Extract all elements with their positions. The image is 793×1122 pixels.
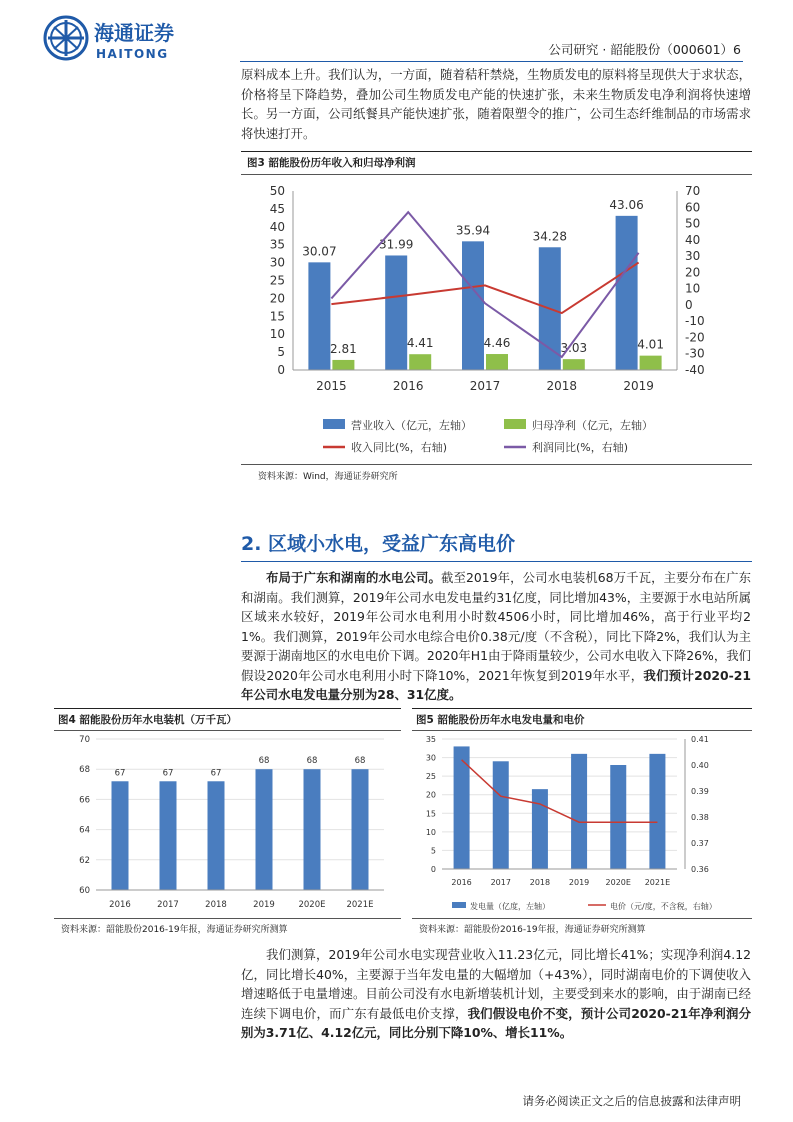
fig5-top-border (412, 708, 752, 709)
logo-cn: 海通证券 (94, 21, 174, 45)
fig4-bar (256, 769, 273, 890)
fig3-y-left-tick: 15 (269, 309, 285, 324)
fig3-label-revenue: 35.94 (455, 223, 491, 238)
fig3-y-right-tick: 70 (685, 184, 701, 198)
fig5-bar-generation (649, 754, 665, 869)
fig5-x-tick: 2018 (529, 878, 551, 887)
logo-en: HAITONG (96, 47, 169, 61)
fig5-x-tick: 2020E (605, 878, 631, 887)
fig4-y-tick: 60 (79, 886, 90, 896)
fig4-x-tick: 2017 (157, 900, 179, 910)
legend-label-revenue: 营业收入（亿元，左轴） (351, 419, 472, 432)
fig3-label-profit: 2.81 (330, 341, 357, 356)
fig3-y-right-tick: -40 (685, 363, 705, 377)
fig3-source: 资料来源：Wind，海通证券研究所 (258, 472, 398, 482)
fig3-y-left-tick: 50 (269, 184, 285, 198)
fig3-y-right-tick: -30 (685, 346, 705, 361)
fig3-y-right-tick: 10 (685, 281, 701, 296)
legend-swatch-profit (504, 419, 526, 429)
fig3-y-left-tick: 20 (269, 291, 285, 306)
fig3-y-right-tick: -20 (685, 330, 705, 345)
closing-paragraph (241, 945, 751, 1043)
fig3-y-left-tick: 35 (269, 237, 285, 252)
fig4-top-border (54, 708, 401, 709)
fig4-x-tick: 2019 (253, 900, 275, 910)
fig3-bar-revenue (308, 262, 330, 370)
section-body: 截至2019年，公司水电装机68万千瓦，主要分布在广东和湖南。我们测算，2019年公司水电发电量约31亿度，同比增加43%，主要源于水电站所属区域来水较好，2019年公司水电利用小时数4506小时，同比增加46%，高于行业平均21%。我们测算，2019年公司水电综合电价0.38元/度（不含税），同比下降2%，我们认为主要源于湖南地区的水电电价下调。2020年H1由于降雨量较少，公司水电收入下降26%，我们假设2020年公司水电利用小时下降10%，2021年恢复到2019年水平， (241, 570, 751, 683)
fig3-bar-profit (332, 360, 354, 370)
fig4-chart (54, 731, 401, 917)
fig3-y-left-tick: 25 (269, 273, 285, 288)
legend-swatch-revenue (323, 419, 345, 429)
fig3-y-left-tick: 40 (269, 219, 285, 234)
fig3-y-right-tick: 0 (685, 297, 693, 312)
fig5-y-left-tick: 15 (425, 809, 436, 819)
fig4-x-tick: 2016 (109, 900, 131, 910)
fig5-y-left-tick: 10 (425, 827, 436, 837)
fig3-bar-revenue (385, 255, 407, 370)
fig5-x-tick: 2019 (568, 878, 590, 887)
header-divider (240, 61, 743, 62)
legend-label-generation: 发电量（亿度，左轴） (470, 902, 550, 911)
fig3-y-left-tick: 5 (277, 345, 285, 360)
fig4-y-tick: 66 (79, 795, 90, 806)
fig3-title: 图3 韶能股份历年收入和归母净利润 (247, 157, 416, 169)
fig5-bar-generation (571, 754, 587, 869)
fig5-y-right-tick: 0.36 (691, 865, 709, 874)
fig3-x-tick: 2019 (623, 379, 654, 393)
fig4-y-tick: 64 (79, 825, 90, 836)
fig3-y-left-tick: 10 (269, 327, 285, 342)
fig3-y-left-tick: 0 (277, 363, 285, 377)
fig4-bar-label: 67 (210, 768, 222, 779)
fig4-bar-label: 68 (354, 756, 366, 767)
fig5-bar-generation (610, 765, 626, 869)
fig5-bar-generation (493, 761, 509, 869)
fig4-bar-label: 68 (258, 756, 270, 767)
fig4-title: 图4 韶能股份历年水电装机（万千瓦） (58, 714, 237, 726)
closing-body: 我们测算，2019年公司水电实现营业收入11.23亿元，同比增长41%；实现净利润4.12亿，同比增长40%，主要源于当年发电量的大幅增加（+43%），同时湖南电价的下调使收入增速略低于电量增速。目前公司没有水电新增装机计划，主要受到来水的影响，由于湖南已经连续下调电价，而广东有最低电价支撑， (241, 947, 751, 1021)
intro-paragraph: 原料成本上升。我们认为，一方面，随着秸秆禁烧，生物质发电的原料将呈现供大于求状态，价格将呈下降趋势，叠加公司生物质发电产能的快速扩张，未来生物质发电净利润将快速增长。另一方面，公司纸餐具产能快速扩张，随着限塑令的推广，公司生态纤维制品的市场需求将快速打开。 (241, 67, 751, 141)
fig3-y-right-tick: 60 (685, 200, 701, 215)
fig5-x-tick: 2016 (451, 878, 472, 887)
fig4-bottom-rule (54, 918, 401, 919)
fig3-y-right-tick: -10 (685, 314, 705, 329)
fig5-y-right-tick: 0.37 (691, 839, 709, 848)
legend-swatch-generation (452, 902, 466, 908)
legend-label-price: 电价（元/度，不含税，右轴） (610, 902, 717, 911)
fig3-label-profit: 4.46 (483, 336, 511, 351)
fig3-bar-profit (486, 354, 508, 370)
fig3-chart (241, 176, 752, 464)
fig4-bar-label: 67 (114, 768, 126, 779)
fig3-bar-profit (563, 359, 585, 370)
fig3-y-left-tick: 45 (269, 201, 285, 216)
fig5-y-left-tick: 35 (425, 735, 436, 744)
fig4-x-tick: 2018 (205, 900, 227, 910)
fig3-label-profit: 4.01 (637, 337, 664, 352)
section-conclusion-bold: 我们预计2020-21年公司水电发电量分别为28、31亿度。 (241, 667, 752, 702)
fig3-bar-profit (409, 354, 431, 370)
fig3-x-tick: 2015 (316, 379, 347, 393)
footer-disclaimer: 请务必阅读正文之后的信息披露和法律声明 (522, 1094, 741, 1108)
fig4-x-tick: 2021E (346, 900, 374, 910)
fig5-source: 资料来源：韶能股份2016-19年报，海通证券研究所测算 (419, 925, 646, 935)
fig5-bottom-rule (412, 918, 752, 919)
fig3-legend (323, 418, 653, 454)
section-divider (241, 561, 752, 562)
fig3-x-tick: 2018 (546, 379, 578, 393)
header-breadcrumb: 公司研究 · 韶能股份（000601）6 (548, 42, 741, 57)
legend-label-rev-yoy: 收入同比(%，右轴) (351, 441, 448, 454)
fig4-y-tick: 70 (79, 735, 90, 745)
fig3-title-rule (241, 174, 752, 175)
fig4-bar (352, 769, 369, 890)
fig3-label-revenue: 34.28 (532, 229, 567, 244)
fig3-x-tick: 2017 (469, 379, 501, 393)
fig5-y-left-tick: 0 (430, 865, 436, 874)
fig3-top-border (241, 151, 752, 152)
fig3-bar-profit (640, 356, 662, 370)
section-heading: 2. 区域小水电，受益广东高电价 (241, 533, 516, 555)
fig5-x-tick: 2021E (644, 878, 671, 887)
fig4-bar (160, 781, 177, 890)
fig5-chart (412, 731, 752, 917)
fig3-x-tick: 2016 (392, 379, 424, 393)
fig4-y-tick: 68 (79, 765, 90, 776)
fig4-y-tick: 62 (79, 855, 90, 866)
fig5-y-left-tick: 20 (425, 790, 436, 800)
fig3-label-revenue: 30.07 (302, 244, 337, 259)
fig4-bar-label: 68 (306, 756, 318, 767)
fig3-label-revenue: 43.06 (609, 197, 644, 212)
fig5-y-right-tick: 0.41 (691, 735, 709, 744)
section-lead-bold: 布局于广东和湖南的水电公司。 (266, 570, 442, 585)
fig5-y-right-tick: 0.40 (691, 761, 709, 770)
fig3-label-profit: 3.03 (560, 341, 588, 356)
fig4-bar (112, 781, 129, 890)
fig3-y-right-tick: 20 (685, 265, 701, 280)
fig3-y-right-tick: 40 (685, 232, 701, 247)
fig3-bottom-rule (241, 464, 752, 465)
fig4-source: 资料来源：韶能股份2016-19年报，海通证券研究所测算 (61, 925, 288, 935)
fig3-bar-revenue (616, 216, 638, 370)
fig4-x-tick: 2020E (298, 900, 326, 910)
fig3-label-profit: 4.41 (406, 336, 434, 351)
fig5-legend (452, 901, 717, 912)
fig3-y-left-tick: 30 (269, 255, 285, 270)
fig5-y-right-tick: 0.38 (691, 813, 709, 822)
fig5-x-tick: 2017 (490, 878, 511, 887)
fig5-bar-generation (532, 789, 548, 869)
fig3-line-rev-yoy (331, 263, 638, 313)
legend-label-profit-yoy: 利润同比(%，右轴) (532, 441, 629, 454)
fig4-bar-label: 67 (162, 768, 174, 779)
fig4-bar (304, 769, 321, 890)
fig5-y-left-tick: 5 (430, 846, 436, 856)
section-paragraph (241, 568, 751, 705)
fig5-y-right-tick: 0.39 (691, 787, 709, 796)
fig5-y-left-tick: 30 (425, 753, 436, 763)
closing-forecast-bold: 我们假设电价不变，预计公司2020-21年净利润分别为3.71亿、4.12亿元，同比分别下降10%、增长11%。 (241, 1005, 751, 1040)
fig4-bar (208, 781, 225, 890)
fig3-y-right-tick: 30 (685, 249, 701, 264)
fig3-y-right-tick: 50 (685, 216, 701, 231)
legend-label-profit: 归母净利（亿元，左轴） (532, 419, 653, 432)
haitong-logo (42, 14, 222, 64)
fig3-label-revenue: 31.99 (379, 237, 414, 252)
fig5-title: 图5 韶能股份历年水电发电量和电价 (416, 714, 585, 726)
fig3-bar-revenue (462, 241, 484, 370)
fig5-y-left-tick: 25 (425, 772, 436, 782)
